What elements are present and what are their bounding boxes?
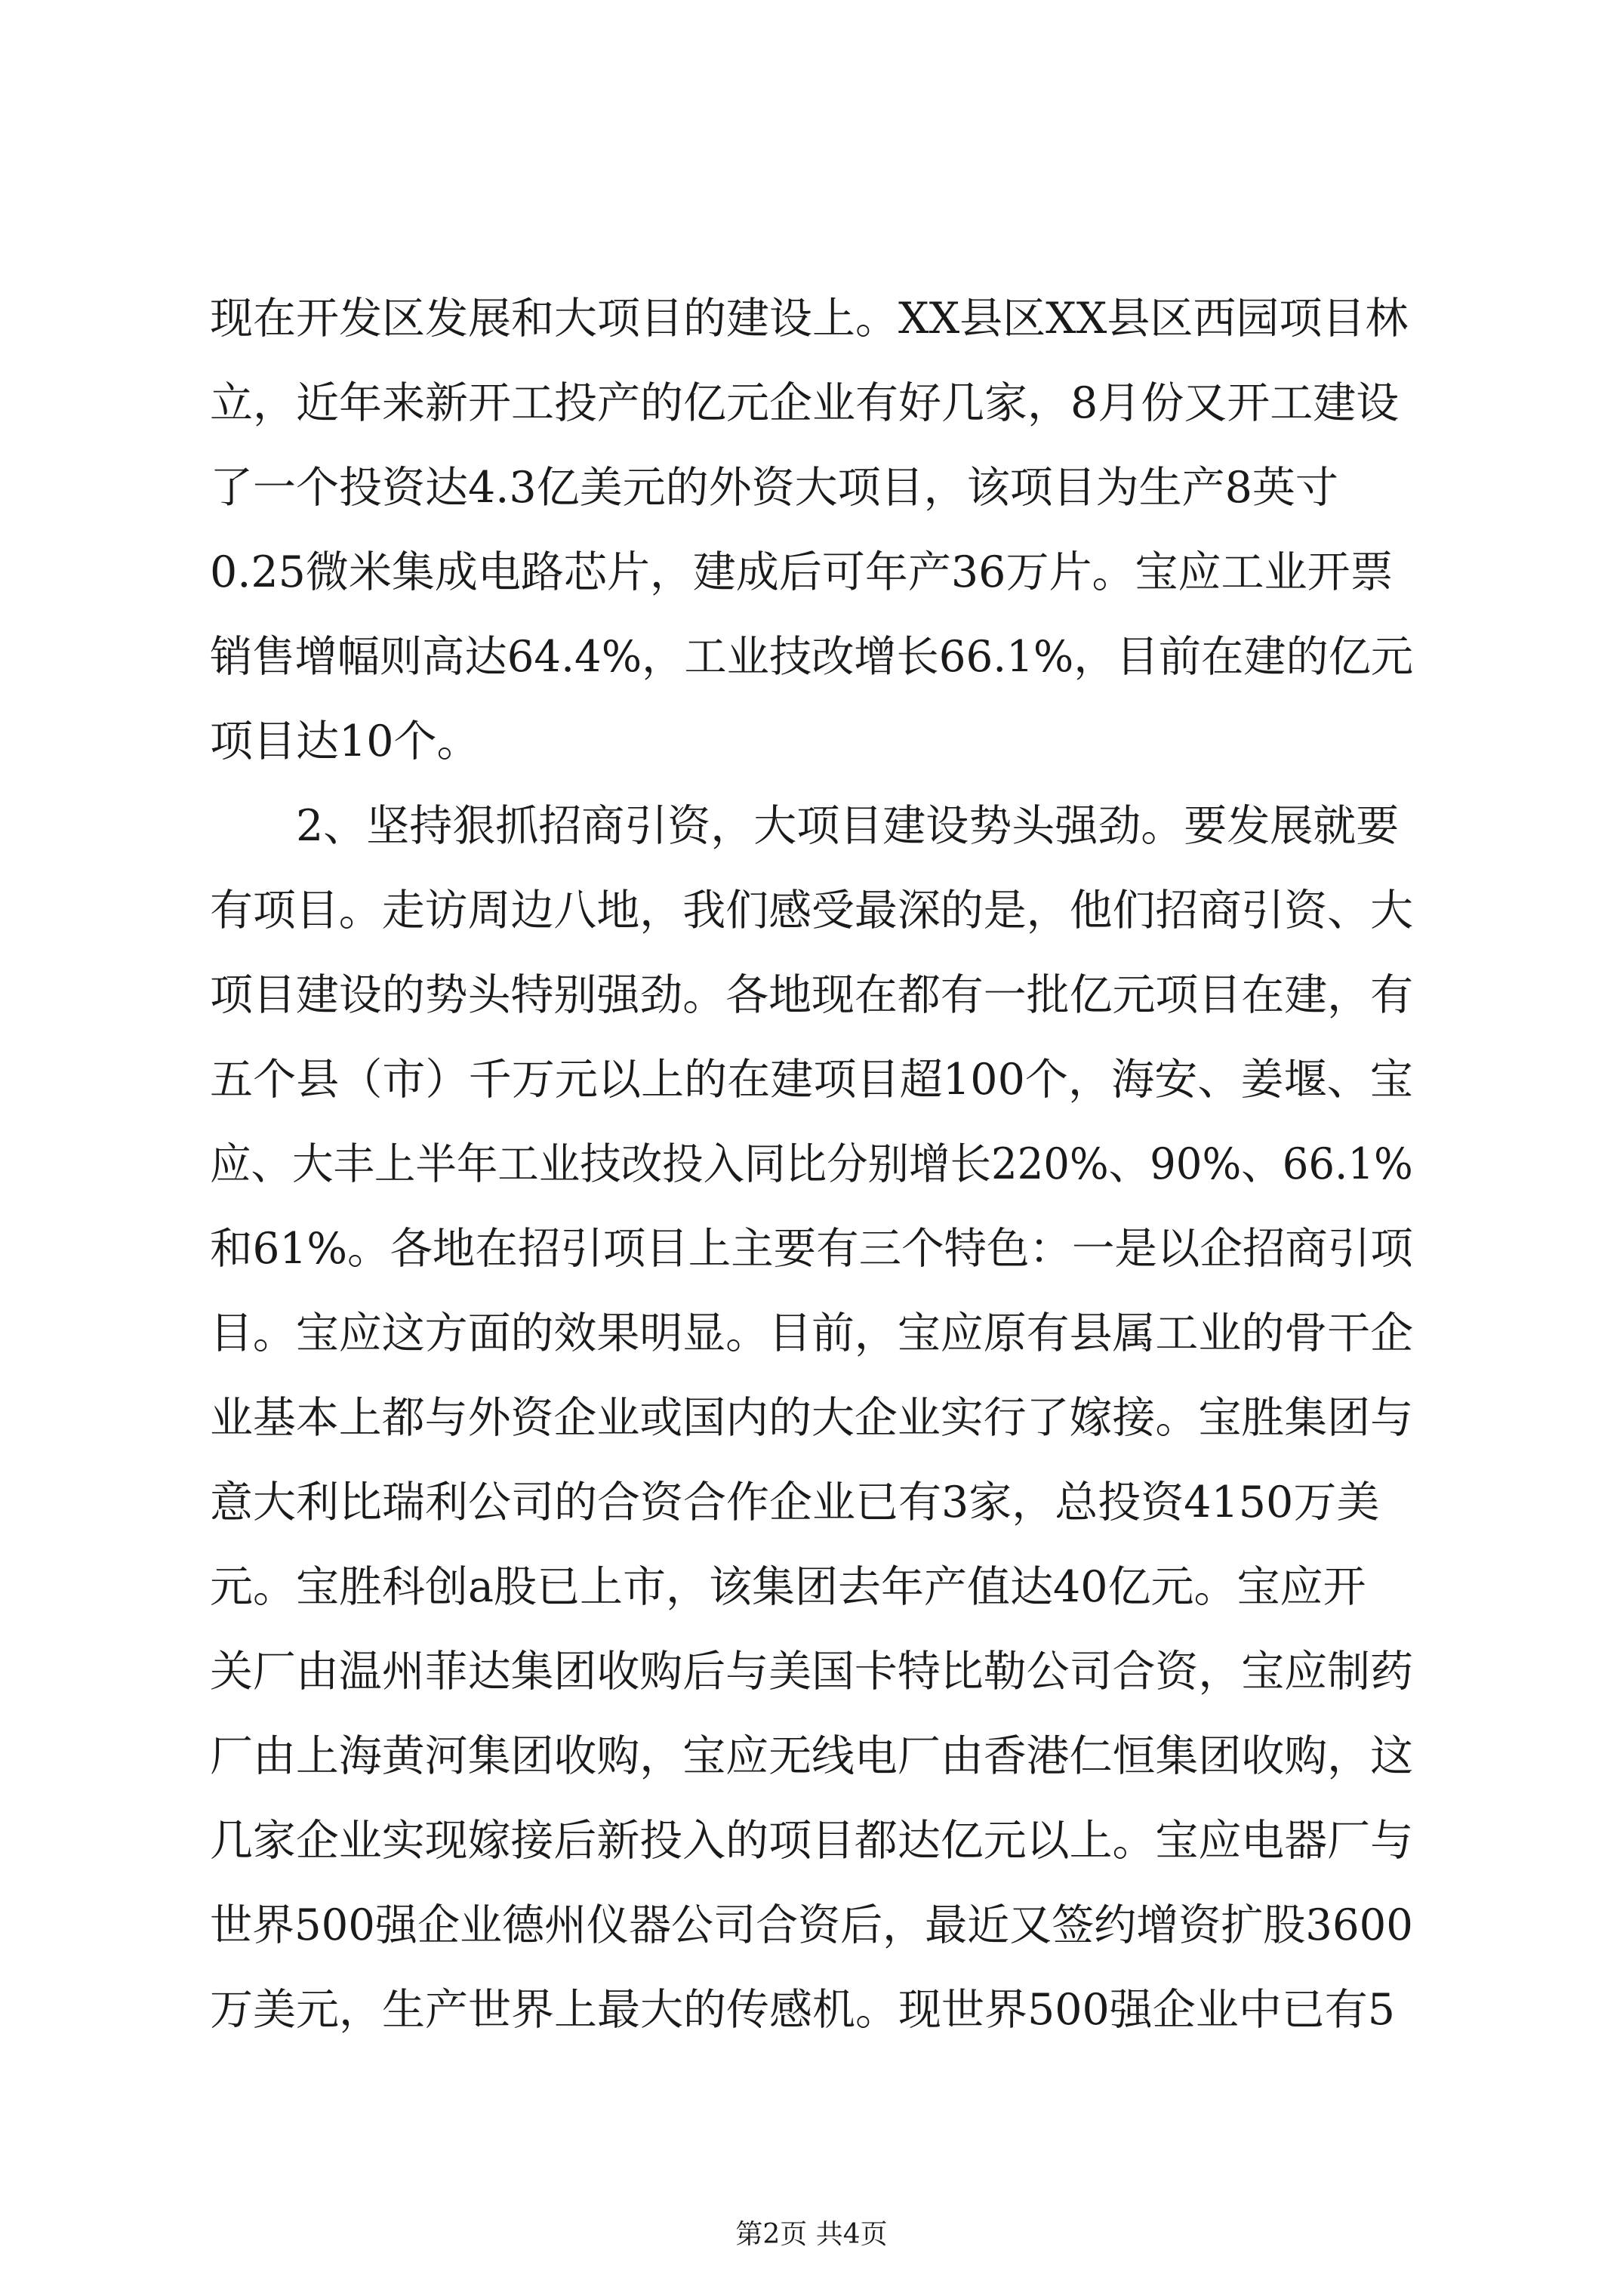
text-line: 意大利比瑞利公司的合资合作企业已有3家，总投资4150万美 bbox=[210, 1478, 1380, 1527]
text-line: 项目建设的势头特别强劲。各地现在都有一批亿元项目在建，有 bbox=[210, 970, 1413, 1020]
text-line: 万美元，生产世界上最大的传感机。现世界500强企业中已有5 bbox=[210, 1985, 1396, 2035]
text-line: 了一个投资达4.3亿美元的外资大项目，该项目为生产8英寸 bbox=[210, 463, 1338, 513]
text-line: 几家企业实现嫁接后新投入的项目都达亿元以上。宝应电器厂与 bbox=[210, 1816, 1413, 1866]
page-number-footer: 第2页 共4页 bbox=[735, 2219, 888, 2250]
text-line: 和61%。各地在招引项目上主要有三个特色：一是以企招商引项 bbox=[210, 1224, 1413, 1274]
text-line: 项目达10个。 bbox=[210, 717, 480, 766]
text-line: 立，近年来新开工投产的亿元企业有好几家，8月份又开工建设 bbox=[210, 378, 1400, 428]
text-line: 现在开发区发展和大项目的建设上。XX县区XX县区西园项目林 bbox=[210, 294, 1409, 344]
text-line: 目。宝应这方面的效果明显。目前，宝应原有县属工业的骨干企 bbox=[210, 1308, 1413, 1358]
text-line: 0.25微米集成电路芯片，建成后可年产36万片。宝应工业开票 bbox=[210, 547, 1394, 597]
text-line: 厂由上海黄河集团收购，宝应无线电厂由香港仁恒集团收购，这 bbox=[210, 1731, 1413, 1781]
text-line: 有项目。走访周边八地，我们感受最深的是，他们招商引资、大 bbox=[210, 886, 1413, 935]
text-line: 销售增幅则高达64.4%，工业技改增长66.1%，目前在建的亿元 bbox=[210, 632, 1414, 682]
text-line: 世界500强企业德州仪器公司合资后，最近又签约增资扩股3600 bbox=[210, 1900, 1413, 1950]
text-line: 业基本上都与外资企业或国内的大企业实行了嫁接。宝胜集团与 bbox=[210, 1393, 1413, 1443]
text-line: 五个县（市）千万元以上的在建项目超100个，海安、姜堰、宝 bbox=[210, 1055, 1413, 1105]
paragraph-start-line: 2、坚持狠抓招商引资，大项目建设势头强劲。要发展就要 bbox=[296, 801, 1400, 851]
text-line: 关厂由温州菲达集团收购后与美国卡特比勒公司合资，宝应制药 bbox=[210, 1647, 1413, 1697]
text-line: 元。宝胜科创a股已上市，该集团去年产值达40亿元。宝应开 bbox=[210, 1562, 1366, 1612]
text-line: 应、大丰上半年工业技改投入同比分别增长220%、90%、66.1% bbox=[210, 1139, 1413, 1189]
